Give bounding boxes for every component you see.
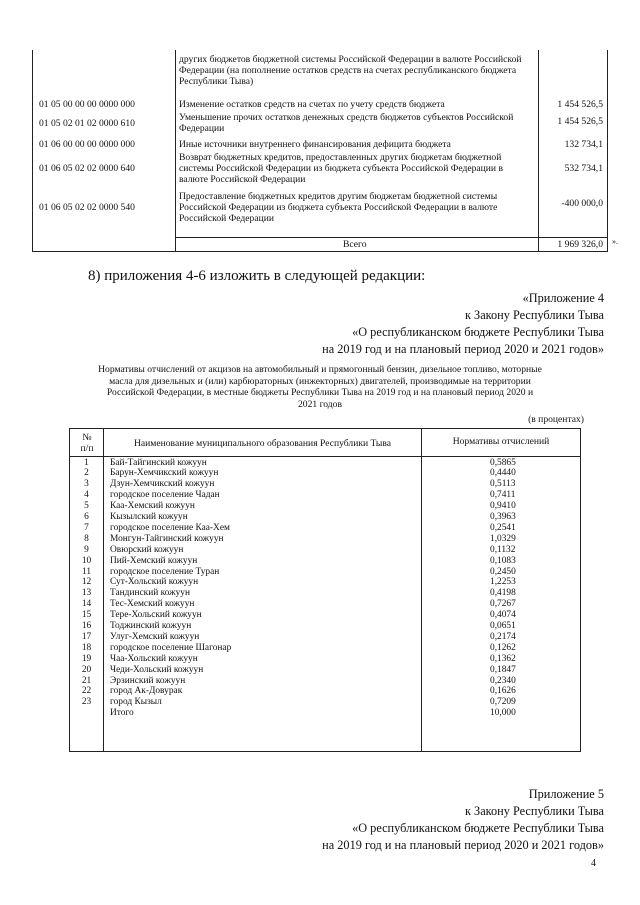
table-row [70,708,580,719]
table-row [70,490,580,501]
header-number-line: № [82,432,92,443]
row-number: 2 [84,468,89,479]
row-number: 19 [81,653,92,664]
row-number: 1 [84,457,89,468]
page-number: 4 [591,858,596,869]
table-divider [538,50,539,251]
municipality-name: городское поселение Каа-Хем [110,522,230,533]
municipality-name: Кызылский кожуун [110,512,188,522]
municipality-name: Каа-Хемский кожуун [110,501,195,512]
budget-amount: 1 454 526,5 [557,99,603,110]
municipality-name: Дзун-Хемчикский кожуун [110,479,215,490]
normative-value: 0,7411 [490,490,516,501]
title-line: Нормативы отчислений от акцизов на автомобильный и прямогонный бензин, дизельное топливо, моторные [98,364,542,375]
municipality-name: Чаа-Хольский кожуун [110,653,198,664]
table-row [70,512,580,523]
appendix-title: «Приложение 4 [522,291,604,305]
normative-value: 0,1262 [490,642,516,653]
table-row [70,468,580,479]
budget-sources-table [32,50,608,252]
normative-value: 1,2253 [490,577,516,588]
normative-value: 1,0329 [490,533,516,544]
total-divider [175,237,607,238]
normative-value: 0,1626 [490,686,516,697]
budget-code: 01 05 02 01 02 0000 610 [39,118,135,129]
budget-item-name: Возврат бюджетных кредитов, предоставленных других бюджетам бюджетной системы Российской Федерации из бюджета субъекта Российской Федерации в валюте Российской Федерации [179,152,503,186]
table-row [70,567,580,578]
appendix-4-header [322,290,604,358]
normative-value: 0,2541 [490,522,516,533]
normative-value: 0,0651 [490,621,516,631]
row-number: 9 [84,544,89,555]
normative-value: 0,5865 [490,457,516,468]
appendix-law-ref: к Закону Республики Тыва [465,308,604,322]
budget-amount: 132 734,1 [564,139,603,150]
units-label: (в процентах) [528,414,584,425]
municipality-name: Сут-Хольский кожуун [110,577,199,588]
row-number: 20 [81,664,92,675]
normative-value: 0,7209 [490,697,516,708]
table-row [70,621,580,632]
municipality-name: Монгун-Тайгинский кожуун [110,533,224,544]
table-row [70,534,580,545]
municipality-name: городское поселение Чадан [110,490,220,501]
header-number-line: п/п [80,443,94,454]
normative-value: 0,2340 [490,675,516,686]
title-line: 2021 годов [297,398,342,410]
budget-item-name: Иные источники внутреннего финансирования дефицита бюджета [179,139,451,150]
normative-value: 0,1132 [490,544,516,555]
municipality-name: Овюрский кожуун [110,544,184,555]
budget-amount: -400 000,0 [561,198,603,209]
row-number: 16 [81,621,92,631]
header-number [72,432,102,454]
municipality-name: Барун-Хемчикский кожуун [110,468,219,479]
budget-item-name: Предоставление бюджетных кредитов другим бюджетам бюджетной системы Российской Федерации из бюджета субъекта Российской Федерации в валюте Российской Федерации [179,191,498,225]
table-row [70,577,580,588]
budget-amount: 1 454 526,5 [557,116,603,127]
appendix-5-header [322,786,604,854]
row-number: 3 [84,479,89,490]
row-number: 23 [81,697,92,708]
municipality-name: Пий-Хемский кожуун [110,555,198,566]
appendix-law-ref: к Закону Республики Тыва [465,804,604,818]
normative-value: 0,2174 [490,631,516,642]
closing-quote: ». [612,237,618,246]
normative-value: 0,7267 [490,599,516,610]
row-number: 11 [81,566,92,577]
table-row [70,654,580,665]
table-row [70,665,580,676]
normative-value: 0,4198 [490,588,516,599]
amendment-item: 8) приложения 4-6 изложить в следующей редакции: [88,268,426,284]
title-line: масла для дизельных и (или) карбюраторных (инжекторных) двигателей, производимые на территории [109,375,531,387]
header-municipality: Наименование муниципального образования Республики Тыва [133,438,392,449]
municipality-name: Тес-Хемский кожуун [110,599,195,610]
normative-value: 0,1362 [490,653,516,664]
appendix-law-name: «О республиканском бюджете Республики Тыва [352,821,604,835]
row-number: 12 [81,577,92,588]
table-row [70,676,580,687]
row-number: 7 [84,522,89,533]
municipality-name: городское поселение Шагонар [110,642,232,653]
budget-item-name: других бюджетов бюджетной системы Российской Федерации в валюте Российской Федерации (на пополнение остатков средств на счетах республиканского бюджета Республики Тыва) [179,54,522,88]
budget-amount: 532 734,1 [564,163,603,174]
normative-value: 10,000 [490,708,516,719]
row-number: 13 [81,588,92,599]
normative-value: 0,4440 [490,468,516,479]
appendix-period: на 2019 год и на плановый период 2020 и 2021 годов» [322,342,604,356]
table-row [70,697,580,708]
normative-value: 0,1847 [490,664,516,675]
row-number: 8 [84,533,89,544]
table-row [70,599,580,610]
table-row [70,632,580,643]
budget-item-name: Уменьшение прочих остатков денежных средств бюджетов субъектов Российской Федерации [179,112,514,135]
municipality-name: Улуг-Хемский кожуун [110,631,200,642]
normative-value: 0,1083 [490,555,516,566]
normative-value: 0,4074 [490,610,516,621]
normative-value: 0,3963 [490,512,516,522]
municipality-name: Тере-Хольский кожуун [110,610,202,621]
normatives-table [69,428,581,752]
row-number: 18 [81,642,92,653]
title-line: Российской Федерации, в местные бюджеты Республики Тыва на 2019 год и на плановый период 2020 и [106,387,534,399]
table-row [70,479,580,490]
municipality-name: городское поселение Туран [110,566,220,577]
table-row [70,523,580,534]
row-number: 6 [84,512,89,522]
table-row [70,556,580,567]
municipality-name: город Ак-Довурак [110,686,183,697]
table-row [70,458,580,469]
row-number: 15 [81,610,92,621]
row-number: 5 [84,501,89,512]
normative-value: 0,9410 [490,501,516,512]
row-number: 14 [81,599,92,610]
budget-code: 01 06 05 02 02 0000 540 [39,202,135,213]
table-row [70,501,580,512]
municipality-name: Тандинский кожуун [110,588,190,599]
row-number: 21 [81,675,92,686]
budget-code: 01 06 00 00 00 0000 000 [39,139,135,150]
normative-value: 0,2450 [490,566,516,577]
table-divider [175,50,176,251]
municipality-name: Эрзинский кожуун [110,675,186,686]
budget-code: 01 06 05 02 02 0000 640 [39,163,135,174]
row-number: 22 [81,686,92,697]
row-number: 4 [84,490,89,501]
appendix-period: на 2019 год и на плановый период 2020 и 2021 годов» [322,838,604,852]
municipality-name: Итого [110,708,134,719]
normative-value: 0,5113 [490,479,516,490]
table-row [70,545,580,556]
total-amount: 1 969 326,0 [557,239,603,250]
appendix-title: Приложение 5 [528,787,604,801]
municipality-name: Бай-Тайгинский кожуун [110,457,207,468]
normatives-title [60,364,580,410]
table-row [70,610,580,621]
table-row [70,686,580,697]
row-number: 17 [81,631,92,642]
budget-item-name: Изменение остатков средств на счетах по учету средств бюджета [179,99,445,110]
municipality-name: город Кызыл [110,697,162,708]
total-label: Всего [343,239,367,250]
table-row [70,643,580,654]
municipality-name: Тоджинский кожуун [110,621,192,631]
appendix-law-name: «О республиканском бюджете Республики Тыва [352,325,604,339]
municipality-name: Чеди-Хольский кожуун [110,664,204,675]
budget-code: 01 05 00 00 00 0000 000 [39,99,135,110]
table-row [70,588,580,599]
row-number: 10 [81,555,92,566]
header-normative: Нормативы отчислений [452,436,550,447]
